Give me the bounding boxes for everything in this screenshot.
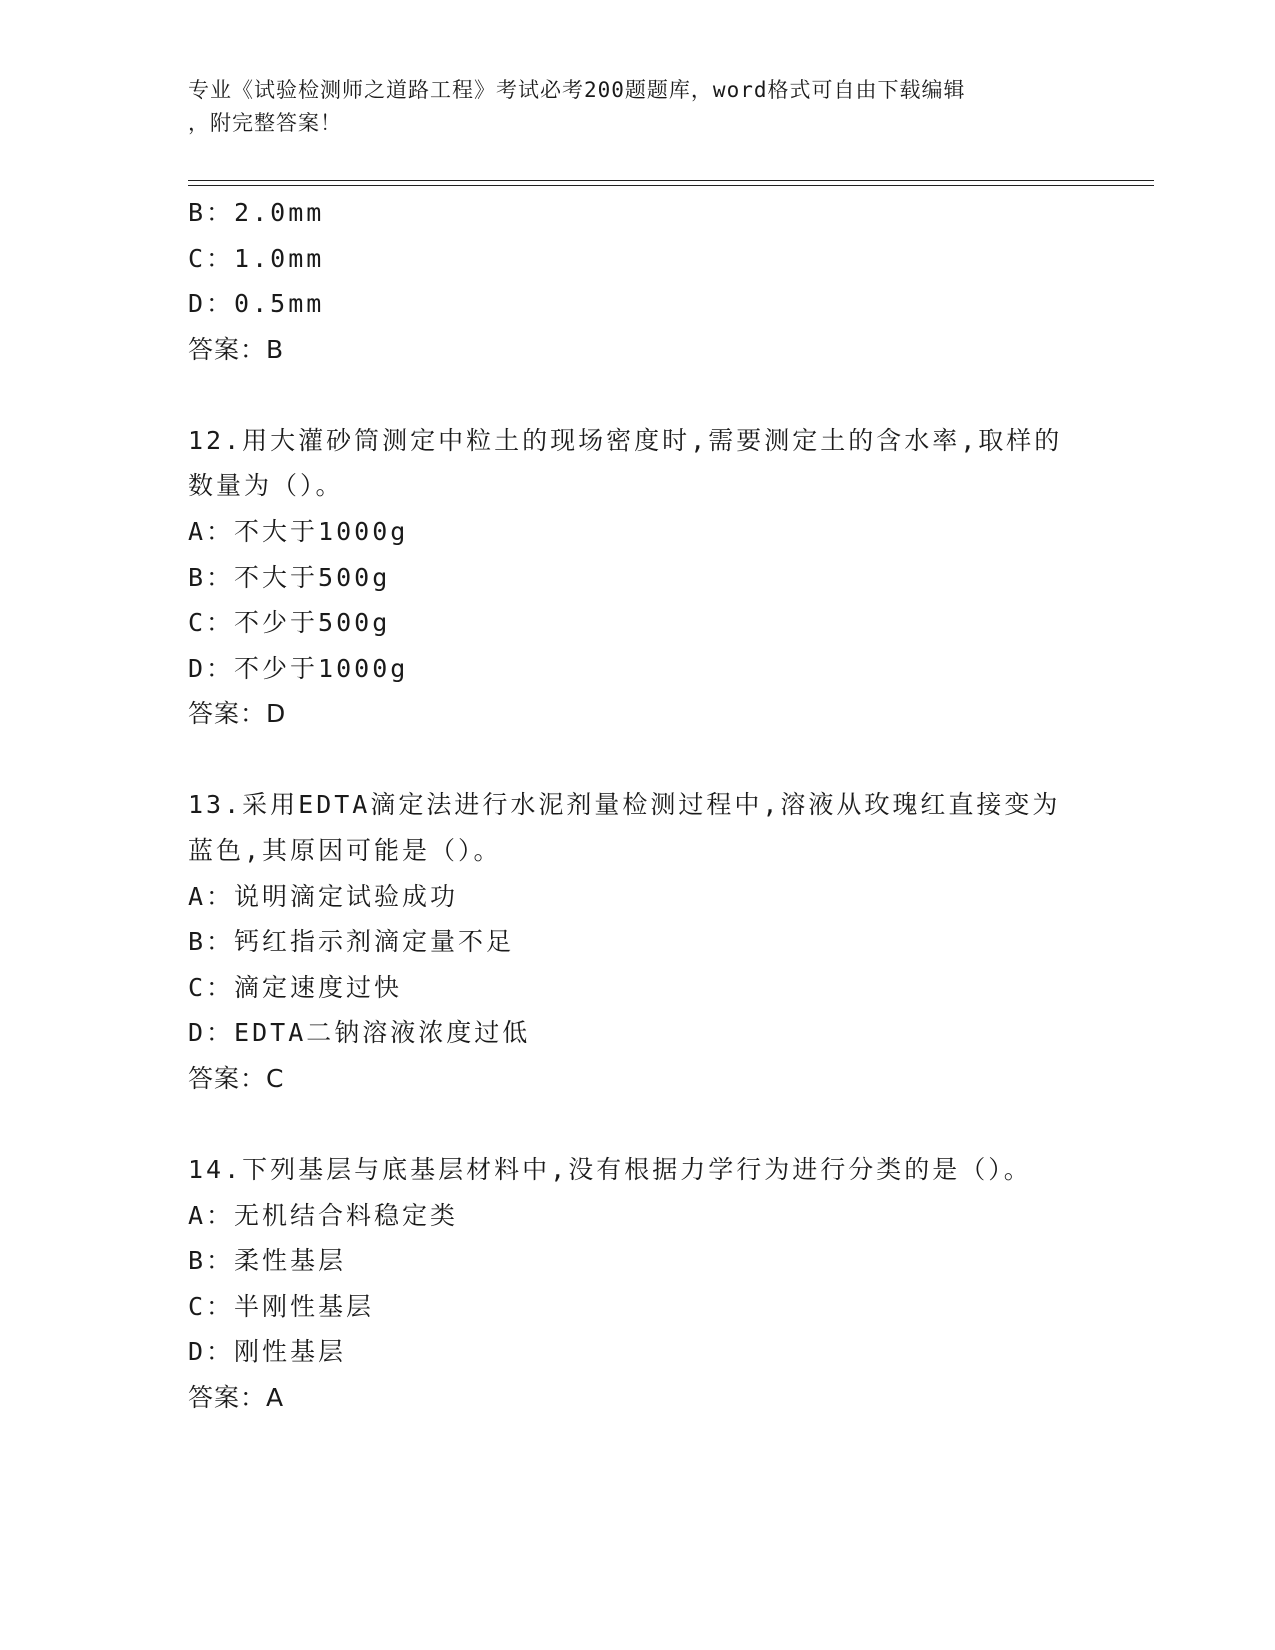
option-c: C：半刚性基层 <box>188 1291 375 1321</box>
spacer <box>188 373 1128 418</box>
option-c: C：不少于500g <box>188 608 391 638</box>
answer-label: 答案：A <box>188 1382 285 1412</box>
document-header <box>188 74 1088 140</box>
option-d: D：不少于1000g <box>188 653 409 683</box>
question-block-13 <box>188 782 1128 1102</box>
spacer <box>188 1102 1128 1147</box>
question-block-11 <box>188 190 1128 373</box>
question-stem: 数量为（）。 <box>188 471 344 501</box>
option-c: C：滴定速度过快 <box>188 972 403 1002</box>
option-a: A：无机结合料稳定类 <box>188 1200 459 1230</box>
header-line-2: ，附完整答案！ <box>188 111 342 135</box>
question-stem: 13.采用EDTA滴定法进行水泥剂量检测过程中,溶液从玫瑰红直接变为 <box>188 790 1061 820</box>
option-b: B：2.0mm <box>188 198 325 227</box>
header-divider-top <box>188 180 1154 181</box>
option-d: D：EDTA二钠溶液浓度过低 <box>188 1018 531 1048</box>
question-stem: 12.用大灌砂筒测定中粒土的现场密度时,需要测定土的含水率,取样的 <box>188 425 1063 455</box>
answer-label: 答案：C <box>188 1063 285 1093</box>
option-b: B：不大于500g <box>188 562 391 592</box>
question-block-14 <box>188 1147 1128 1421</box>
question-block-12 <box>188 418 1128 738</box>
option-a: A：说明滴定试验成功 <box>188 881 459 911</box>
option-b: B：钙红指示剂滴定量不足 <box>188 927 515 957</box>
answer-label: 答案：D <box>188 699 287 729</box>
option-c: C：1.0mm <box>188 243 325 273</box>
option-d: D：0.5mm <box>188 289 325 319</box>
question-stem: 14.下列基层与底基层材料中,没有根据力学行为进行分类的是（）。 <box>188 1154 1032 1184</box>
header-line-1: 专业《试验检测师之道路工程》考试必考200题题库，word格式可自由下载编辑 <box>188 78 966 102</box>
spacer <box>188 737 1128 782</box>
header-divider-bottom <box>188 185 1154 186</box>
answer-label: 答案：B <box>188 334 285 364</box>
question-list <box>188 190 1128 1421</box>
question-stem: 蓝色,其原因可能是（）。 <box>188 835 502 865</box>
option-a: A：不大于1000g <box>188 516 409 546</box>
option-b: B：柔性基层 <box>188 1246 347 1276</box>
option-d: D：刚性基层 <box>188 1337 347 1367</box>
